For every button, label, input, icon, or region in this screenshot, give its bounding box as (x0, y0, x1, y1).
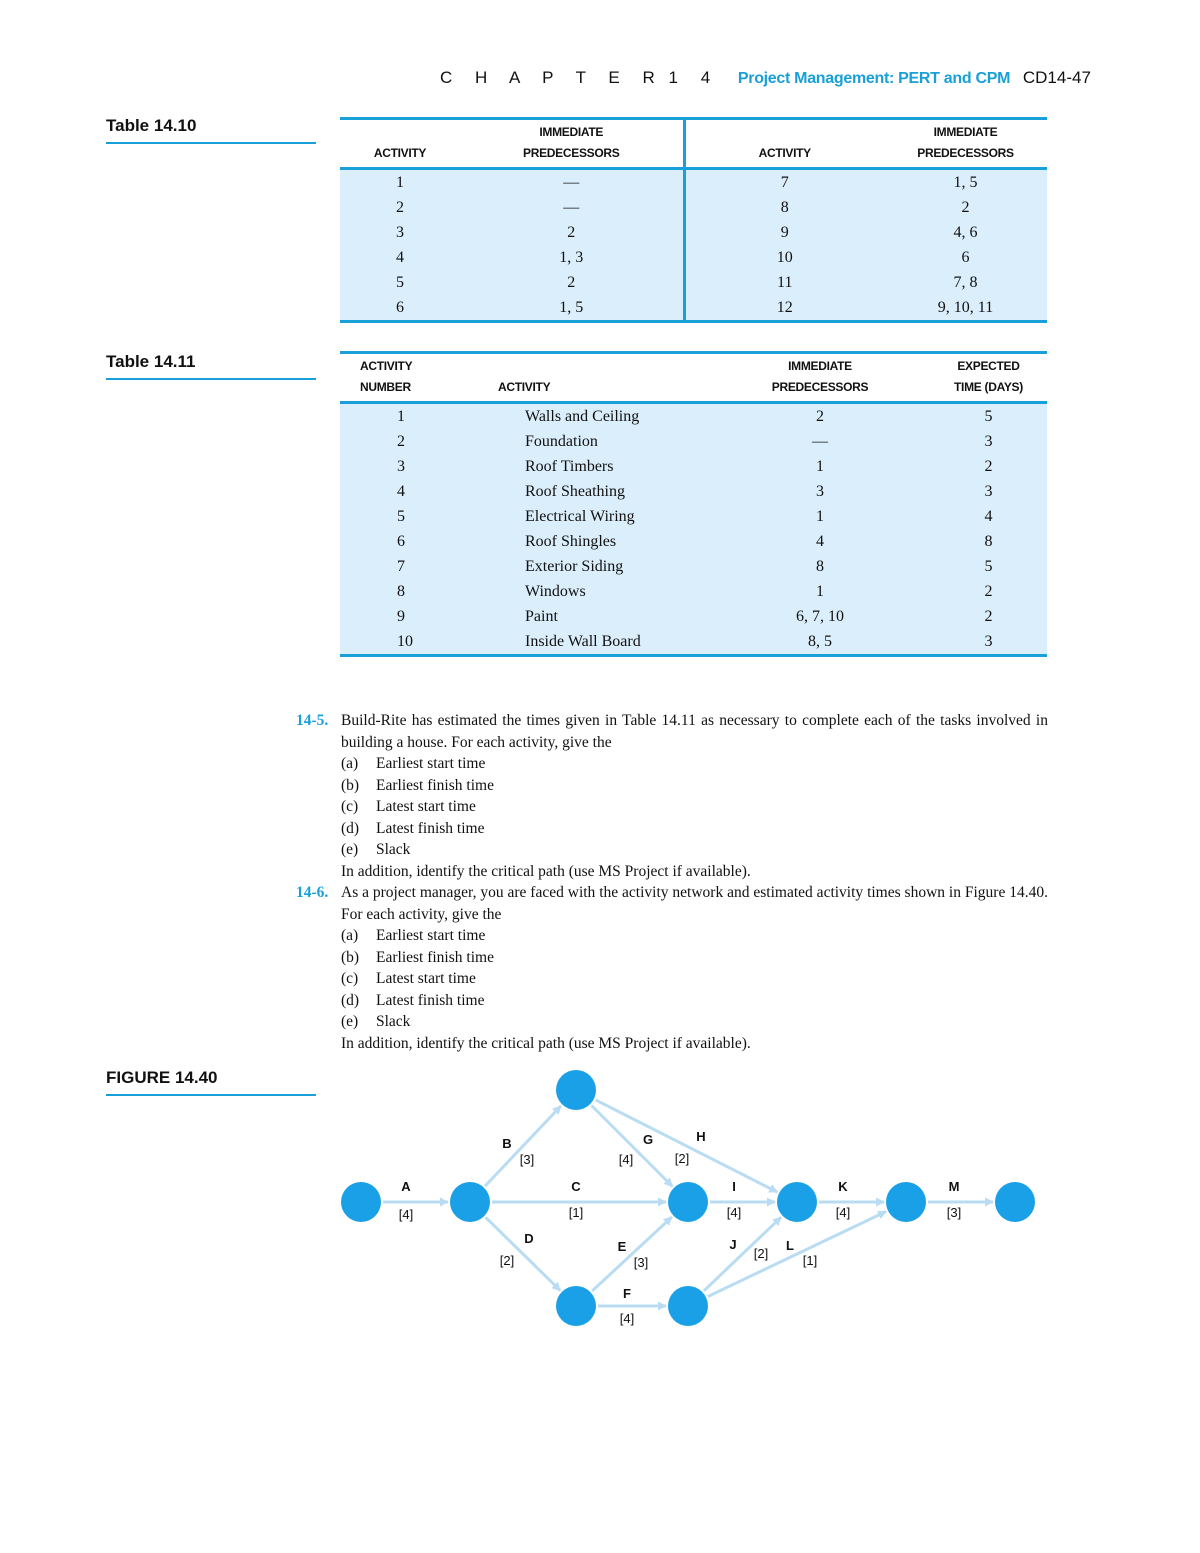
table-cell: Walls and Ceiling (525, 408, 640, 425)
subitem-text: Latest start time (376, 798, 476, 815)
subitem-text: Slack (376, 1013, 411, 1030)
subitem-text: Latest finish time (376, 819, 485, 837)
activity-time: [3] (633, 1255, 649, 1270)
activity-label: E (617, 1239, 627, 1254)
activity-time: [1] (568, 1205, 584, 1220)
problem-subitem (341, 968, 1048, 990)
table-cell: 2 (460, 270, 684, 295)
table-cell: 1 (816, 583, 824, 600)
chapter-label: C H A P T E R (440, 68, 664, 87)
column-header (710, 353, 930, 403)
table-cell: 7 (780, 174, 789, 191)
column-header (460, 119, 684, 169)
table-cell: Roof Timbers (525, 458, 614, 475)
table-cell: 6, 7, 10 (796, 608, 844, 625)
column-header (884, 119, 1047, 169)
table-row (340, 629, 1047, 656)
table-cell: Exterior Siding (525, 558, 624, 575)
problem-subitem (341, 925, 1048, 947)
table-row (340, 220, 1047, 245)
network-node (556, 1070, 596, 1110)
table-cell: 2 (984, 583, 993, 600)
subitem-letter: (b) (341, 948, 360, 966)
subitem-text: Earliest start time (376, 755, 486, 772)
problem-subitem (341, 818, 1048, 840)
network-node (995, 1182, 1035, 1222)
table-cell: 1 (816, 458, 824, 475)
table-cell: — (812, 433, 828, 450)
table-cell: 5 (396, 274, 404, 291)
table-cell: 3 (396, 224, 404, 241)
activity-label: L (786, 1238, 794, 1253)
table-row (340, 529, 1047, 554)
table-cell: 2 (816, 408, 824, 425)
table-cell: 4, 6 (953, 224, 978, 241)
problem-body (341, 710, 1048, 882)
table-cell: 11 (777, 274, 793, 291)
table-cell: 7, 8 (953, 274, 978, 291)
activity-time: [4] (726, 1205, 742, 1220)
table-row (340, 403, 1047, 430)
table-cell: 2 (397, 433, 405, 450)
table-cell: 12 (776, 299, 793, 316)
table-cell: Roof Shingles (525, 533, 617, 550)
table-row (340, 579, 1047, 604)
activity-label: M (948, 1179, 960, 1194)
activity-time: [2] (674, 1151, 690, 1166)
activity-arrow-e (592, 1217, 672, 1291)
table-cell: Foundation (525, 433, 598, 450)
subitem-letter: (e) (341, 1013, 359, 1030)
subitem-letter: (c) (341, 798, 359, 815)
activity-arrow-l (708, 1211, 886, 1296)
activity-label: B (502, 1136, 512, 1151)
activity-label: K (838, 1179, 848, 1194)
problem-subitem (341, 753, 1048, 775)
table-cell: 5 (397, 508, 405, 525)
activity-network-diagram (330, 1060, 1050, 1350)
table-cell: 5 (984, 558, 993, 575)
problem-closing: In addition, identify the critical path (use MS Project if available). (341, 862, 751, 880)
network-node (886, 1182, 926, 1222)
activity-label: G (642, 1132, 654, 1147)
table-cell: 1, 5 (953, 174, 978, 191)
problem-text: Build-Rite has estimated the times given in Table 14.11 as necessary to complete each of the tasks involved in building a house. For each activity, give the (341, 712, 1048, 751)
chapter-title: Project Management: PERT and CPM (737, 70, 1011, 87)
table-cell: 2 (460, 220, 684, 245)
page-number: CD14-47 (1022, 68, 1091, 87)
table-cell: Electrical Wiring (525, 508, 635, 525)
network-node (668, 1286, 708, 1326)
column-header-text: IMMEDIATE PREDECESSORS (917, 125, 1014, 160)
activity-time: [3] (519, 1152, 535, 1167)
table-cell: 3 (984, 633, 993, 650)
activity-time: [1] (802, 1253, 818, 1268)
activity-label: H (696, 1129, 706, 1144)
activity-time: [4] (619, 1311, 635, 1326)
table-cell: 2 (961, 199, 970, 216)
table-cell: 8 (780, 199, 789, 216)
column-header-text: IMMEDIATE PREDECESSORS (523, 125, 620, 160)
table-cell: 10 (397, 633, 413, 650)
subitem-text: Latest finish time (376, 991, 485, 1009)
table-cell: 9 (397, 608, 405, 625)
table-cell: 1, 5 (460, 295, 684, 322)
table-cell: 4 (816, 533, 824, 550)
problem-number: 14-6. (296, 884, 329, 901)
activity-time: [2] (499, 1253, 515, 1268)
network-node (668, 1182, 708, 1222)
table-cell: 1 (397, 408, 405, 425)
activity-label: D (524, 1231, 534, 1246)
activity-label: A (401, 1179, 411, 1194)
table-cell: Roof Sheathing (525, 483, 625, 500)
table-cell: 6 (397, 533, 405, 550)
table-cell: — (460, 169, 684, 196)
subitem-letter: (c) (341, 970, 359, 987)
subitem-text: Latest start time (376, 970, 476, 987)
column-header (340, 353, 460, 403)
table-row (340, 195, 1047, 220)
table-header-row (340, 119, 1047, 169)
table-row (340, 479, 1047, 504)
column-header-text: EXPECTED TIME (DAYS) (954, 359, 1023, 394)
network-node (341, 1182, 381, 1222)
table-cell: — (460, 195, 684, 220)
problem-text: As a project manager, you are faced with the activity network and estimated activity times shown in Figure 14.40. For each activity, give the (341, 884, 1048, 923)
column-header: ACTIVITY (498, 380, 551, 394)
problem-closing: In addition, identify the critical path (use MS Project if available). (341, 1034, 751, 1052)
table-row (340, 270, 1047, 295)
activity-arrow-b (485, 1106, 561, 1186)
table-cell: 7 (397, 558, 405, 575)
table-row (340, 554, 1047, 579)
table-cell: 3 (397, 458, 405, 475)
table-cell: 2 (396, 199, 404, 216)
activity-time: [4] (618, 1152, 634, 1167)
table-cell: 8 (984, 533, 993, 550)
table-row (340, 245, 1047, 270)
subitem-letter: (b) (341, 776, 360, 794)
table-cell: 5 (984, 408, 993, 425)
column-header (930, 353, 1047, 403)
subitem-letter: (d) (341, 819, 360, 837)
table-cell: Windows (525, 583, 586, 600)
subitem-text: Slack (376, 841, 411, 858)
table-row (340, 295, 1047, 322)
activity-arrow-h (596, 1100, 778, 1192)
activity-time: [3] (946, 1205, 962, 1220)
table-cell: 4 (397, 483, 405, 500)
network-node (777, 1182, 817, 1222)
chapter-number: 1 4 (668, 68, 720, 87)
subitem-letter: (e) (341, 841, 359, 858)
problem-subitem (341, 947, 1048, 969)
table-cell: 2 (984, 608, 993, 625)
problem-subitem (341, 1011, 1048, 1033)
network-node (556, 1286, 596, 1326)
table-14-11-label: Table 14.11 (106, 352, 316, 380)
problem-body (341, 882, 1048, 1054)
table-cell: 3 (984, 483, 993, 500)
activity-label: J (729, 1237, 737, 1252)
table-row (340, 504, 1047, 529)
subitem-text: Earliest finish time (376, 948, 494, 966)
table-cell: 1 (396, 174, 404, 191)
subitem-letter: (a) (341, 755, 359, 772)
table-cell: 3 (816, 483, 824, 500)
table-cell: 8 (397, 583, 405, 600)
subitem-letter: (d) (341, 991, 360, 1009)
table-cell: 1, 3 (460, 245, 684, 270)
table-body (340, 403, 1047, 656)
problem-subitem (341, 839, 1048, 861)
table-cell: 9, 10, 11 (937, 299, 994, 316)
subitem-text: Earliest start time (376, 927, 486, 944)
table-cell: 4 (984, 508, 993, 525)
running-head (440, 68, 1091, 94)
table-row (340, 169, 1047, 196)
subitem-letter: (a) (341, 927, 359, 944)
table-cell: 9 (780, 224, 789, 241)
table-cell: 2 (984, 458, 993, 475)
problem-number: 14-5. (296, 712, 329, 729)
subitem-text: Earliest finish time (376, 776, 494, 794)
table-cell: 6 (396, 299, 404, 316)
table-cell: 8 (816, 558, 824, 575)
table-row (340, 604, 1047, 629)
activity-time: [4] (835, 1205, 851, 1220)
table-cell: 6 (961, 249, 970, 266)
table-body (340, 169, 1047, 322)
table-cell: Paint (525, 608, 558, 625)
table-cell: 1 (816, 508, 824, 525)
figure-14-40-label: FIGURE 14.40 (106, 1068, 316, 1096)
table-cell: 10 (776, 249, 793, 266)
table-cell: 4 (396, 249, 404, 266)
problem-14-5 (296, 710, 1048, 882)
activity-label: I (732, 1179, 736, 1194)
activity-label: F (623, 1286, 631, 1301)
activity-arrow-d (486, 1217, 561, 1290)
network-node (450, 1182, 490, 1222)
column-header: ACTIVITY (758, 146, 811, 160)
activity-label: C (571, 1179, 581, 1194)
table-cell: Inside Wall Board (525, 633, 641, 650)
problem-14-6 (296, 882, 1048, 1054)
problem-subitem (341, 796, 1048, 818)
table-cell: 8, 5 (808, 633, 832, 650)
table-cell: 3 (984, 433, 993, 450)
problem-subitem (341, 990, 1048, 1012)
table-header-row (340, 353, 1047, 403)
table-row (340, 454, 1047, 479)
table-14-10 (340, 117, 1047, 323)
table-14-10-label: Table 14.10 (106, 116, 316, 144)
column-header-text: IMMEDIATE PREDECESSORS (771, 359, 869, 394)
table-row (340, 429, 1047, 454)
activity-time: [4] (398, 1207, 414, 1222)
table-14-11 (340, 351, 1047, 657)
problem-subitem (341, 775, 1048, 797)
column-header: ACTIVITY (373, 146, 427, 160)
column-header-text: ACTIVITY NUMBER (360, 359, 413, 394)
activity-time: [2] (753, 1246, 769, 1261)
